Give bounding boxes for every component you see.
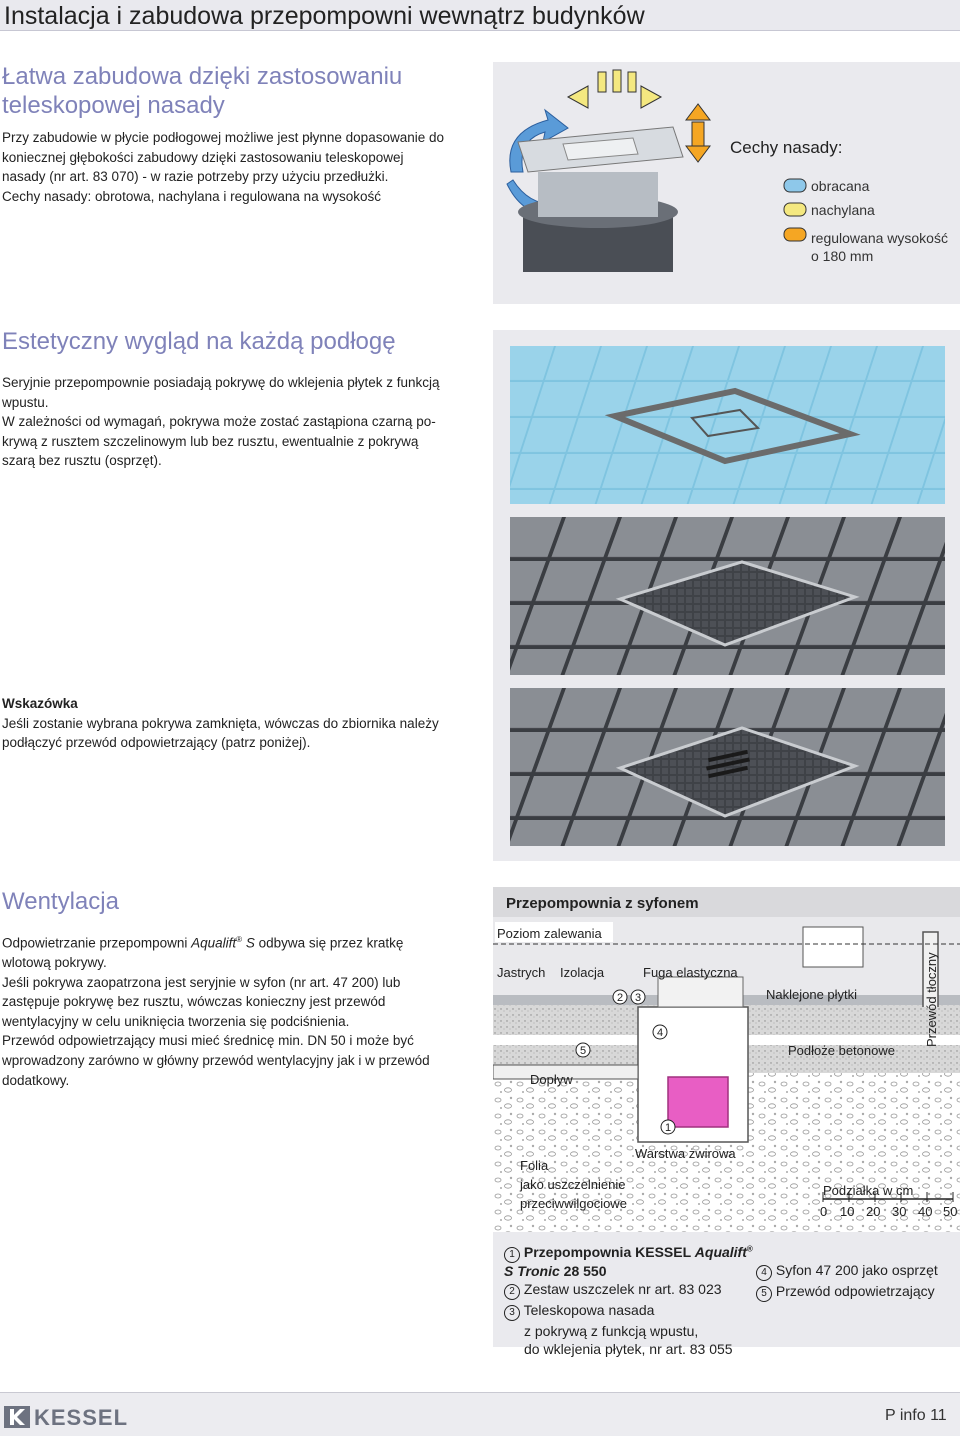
text-line: Przy zabudowie w płycie podłogowej możliwe jest płynne dopasowanie do — [2, 130, 444, 145]
text-line: Odpowietrzanie przepompowni Aqualift® S odbywa się przez kratkę — [2, 935, 404, 951]
feature-swatch-height — [784, 228, 806, 241]
label-podloze: Podłoże betonowe — [788, 1043, 895, 1058]
section-heading-ventilation: Wentylacja — [2, 888, 119, 915]
section-heading-aesthetic: Estetyczny wygląd na każdą podłogę — [2, 328, 396, 355]
diagram-panel — [493, 887, 960, 1232]
feature-height: regulowana wysokość — [811, 230, 948, 246]
text-line: Cechy nasady: obrotowa, nachylana i regulowana na wysokość — [2, 188, 381, 204]
text-line: zastępuje pokrywę bez rusztu, wówczas konieczny jest przewód — [2, 994, 386, 1010]
feature-tilt: nachylana — [811, 202, 875, 218]
diagram-title: Przepompownia z syfonem — [506, 895, 699, 912]
legend-left — [504, 1244, 754, 1357]
text-line: Jeśli zostanie wybrana pokrywa zamknięta, wówczas do zbiornika należy — [2, 715, 439, 731]
features-title: Cechy nasady: — [730, 138, 843, 157]
legend-item-3-line: z pokrywą z funkcją wpustu, — [524, 1323, 699, 1339]
legend-number-icon: 5 — [756, 1286, 772, 1302]
label-poziom: Poziom zalewania — [497, 926, 602, 941]
section-heading-telescopic — [2, 62, 402, 120]
marker-1: 1 — [664, 1122, 672, 1134]
tiled-cover-image — [510, 346, 945, 504]
scale-label: 10 — [840, 1204, 855, 1219]
text-line: wlotową pokrywy. — [2, 955, 107, 971]
black-cover-image — [510, 517, 945, 675]
legend-item-3: 3 Teleskopowa nasada — [504, 1302, 754, 1321]
label-jastrych: Jastrych — [497, 965, 546, 980]
label-folia-3: przeciwwilgociowe — [520, 1196, 627, 1211]
label-podzialka: Podziałka w cm — [823, 1183, 914, 1198]
text-line: szarą bez rusztu (osprzęt). — [2, 453, 162, 469]
height-arrow-icon — [686, 104, 710, 162]
legend-item-5: 5 Przewód odpowietrzający — [756, 1283, 956, 1302]
footer — [0, 1392, 960, 1436]
text-line: wprowadzony zarówno w główny przewód wentylacyjny jak i w przewód — [2, 1053, 430, 1069]
text-line: W zależności od wymagań, pokrywa może zostać zastąpiona czarną po- — [2, 414, 436, 430]
legend-item-1: 1 Przepompownia KESSEL Aqualift® S Tronic 28 550 — [504, 1244, 753, 1279]
label-fuga: Fuga elastyczna — [643, 965, 738, 980]
legend-right — [756, 1262, 956, 1302]
text-line: wpustu. — [2, 394, 49, 410]
label-naklejone: Naklejone płytki — [766, 987, 858, 1002]
legend-number-icon: 1 — [504, 1247, 520, 1263]
section2-text — [2, 373, 472, 471]
text-line: Seryjnie przepompownie posiadają pokrywę do wklejenia płytek z funkcją — [2, 375, 440, 390]
hint-box — [2, 694, 482, 753]
marker-2: 2 — [616, 992, 624, 1004]
scale-label: 30 — [892, 1204, 907, 1219]
label-folia-1: Folia — [520, 1158, 549, 1173]
tilt-rays-icon — [568, 70, 661, 108]
marker-4: 4 — [656, 1027, 664, 1039]
feature-rotate: obracana — [811, 178, 870, 194]
footer-brand: KESSEL — [34, 1405, 129, 1430]
legend-number-icon: 2 — [504, 1284, 520, 1300]
heading-line: Łatwa zabudowa dzięki zastosowaniu — [2, 63, 403, 90]
legend-item-4: 4 Syfon 47 200 jako osprzęt — [756, 1262, 956, 1281]
feature-height-range: o 180 mm — [811, 248, 874, 264]
text-line: wentylacyjny w celu uniknięcia tworzenia się podciśnienia. — [2, 1013, 350, 1029]
label-folia-2: jako uszczelnienie — [520, 1177, 626, 1192]
section3-text — [2, 930, 467, 1090]
feature-swatch-tilt — [784, 203, 806, 216]
text-line: Jeśli pokrywa zaopatrzona jest seryjnie w syfon (nr art. 47 200) lub — [2, 974, 401, 990]
pump-unit — [668, 1077, 728, 1127]
title-bar — [0, 0, 960, 31]
telescopic-illustration — [493, 62, 960, 304]
telescopic-panel — [493, 62, 960, 304]
feature-swatch-rotate — [784, 179, 806, 192]
heading-line: teleskopowej nasady — [2, 92, 225, 119]
page-title: Instalacja i zabudowa przepompowni wewnątrz budynków — [4, 2, 645, 30]
installation-diagram — [493, 887, 960, 1232]
footer-page-number: P info 11 — [885, 1407, 947, 1424]
scale-label: 50 — [943, 1204, 958, 1219]
legend-number-icon: 4 — [756, 1265, 772, 1281]
label-izolacja: Izolacja — [560, 965, 605, 980]
text-line: koniecznej głębokości zabudowy dzięki zastosowaniu teleskopowej — [2, 149, 404, 165]
text-line: dodatkowy. — [2, 1072, 70, 1088]
legend-item-2: 2 Zestaw uszczelek nr art. 83 023 — [504, 1281, 754, 1300]
hint-title: Wskazówka — [2, 696, 78, 711]
text-line: Przewód odpowietrzający musi mieć średnicę min. DN 50 i może być — [2, 1033, 414, 1049]
legend-item-3-line: do wklejenia płytek, nr art. 83 055 — [524, 1341, 733, 1357]
marker-5: 5 — [579, 1045, 587, 1057]
marker-3: 3 — [634, 992, 642, 1004]
grated-cover-image — [510, 688, 945, 846]
kessel-logo-icon — [4, 1406, 30, 1428]
section1-text — [2, 128, 477, 206]
label-doplyw: Dopływ — [530, 1072, 573, 1087]
text-line: podłączyć przewód odpowietrzający (patrz poniżej). — [2, 735, 311, 751]
text-line: krywą z rusztem szczelinowym lub bez rusztu, ewentualnie z pokrywą — [2, 433, 419, 449]
label-warstwa: Warstwa żwirowa — [635, 1146, 736, 1161]
text-line: nasady (nr art. 83 070) - w razie potrzeby przy użyciu przedłużki. — [2, 169, 389, 185]
scale-label: 20 — [866, 1204, 881, 1219]
label-przewod-tloczny: Przewód tłoczny — [924, 952, 939, 1047]
scale-label: 40 — [918, 1204, 933, 1219]
legend-number-icon: 3 — [504, 1305, 520, 1321]
scale-label: 0 — [820, 1204, 828, 1219]
